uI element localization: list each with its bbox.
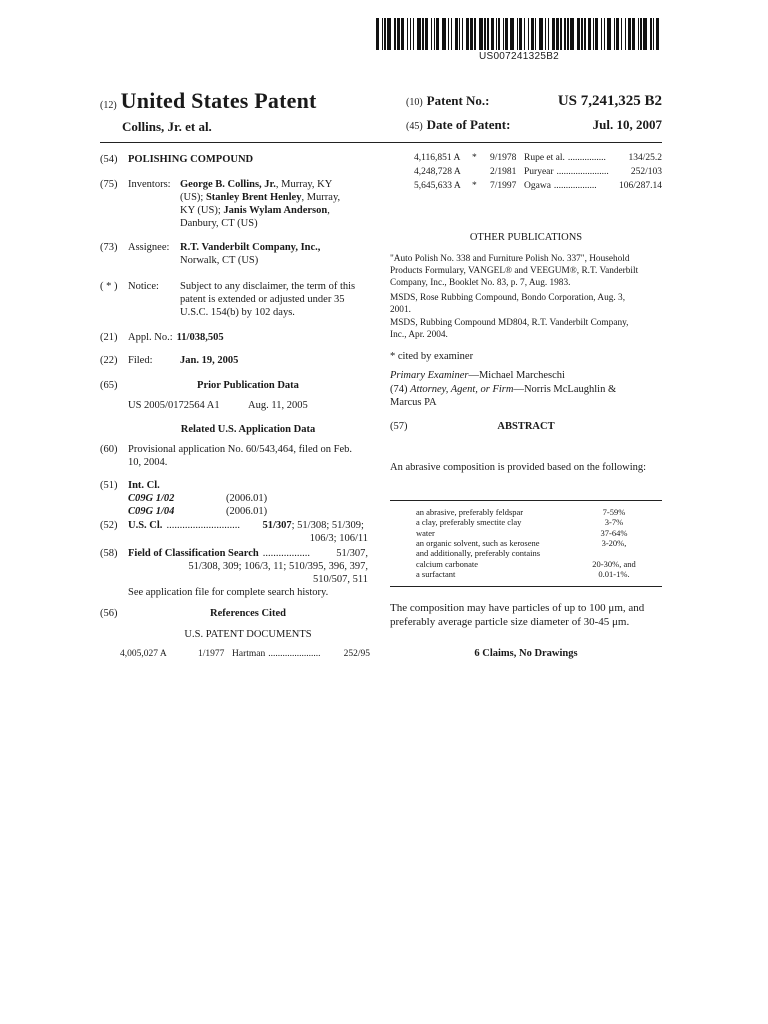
us-cl-label: U.S. Cl. bbox=[128, 520, 163, 531]
field-search-label: Field of Classification Search bbox=[128, 548, 259, 559]
field-code: (58) bbox=[100, 548, 118, 559]
assignee-label: Assignee: bbox=[128, 242, 170, 253]
leader-dots: ...................... bbox=[556, 167, 609, 177]
component: calcium carbonate bbox=[416, 558, 479, 569]
abstract-line: preferably average particle size diameter of 30-45 μm. bbox=[390, 615, 630, 628]
barcode-bar bbox=[510, 18, 514, 50]
barcode-bar bbox=[628, 18, 631, 50]
refs-subheading: U.S. PATENT DOCUMENTS bbox=[184, 629, 312, 640]
percent-range: 0.01-1%. bbox=[598, 569, 630, 580]
table-row bbox=[390, 538, 662, 548]
table-row bbox=[390, 548, 662, 558]
inventors-line: KY (US); Janis Wylam Anderson, bbox=[180, 205, 330, 217]
percent-range: 37-64% bbox=[600, 527, 628, 538]
ref-star: * bbox=[472, 153, 477, 163]
ref-name: Rupe et al. bbox=[524, 153, 565, 163]
component: and additionally, preferably contains bbox=[416, 548, 541, 559]
header-divider bbox=[100, 142, 662, 143]
primary-examiner-label: Primary Examiner bbox=[390, 370, 469, 381]
ref-number: 4,248,728 A bbox=[414, 167, 461, 177]
us-cl-secondary: ; 51/308; 51/309; bbox=[291, 520, 364, 531]
abstract-line: The composition may have particles of up to 100 μm, and bbox=[390, 602, 645, 614]
pub-line: Inc., Apr. 2004. bbox=[390, 330, 448, 341]
ref-date: 9/1978 bbox=[490, 153, 517, 163]
barcode-bar bbox=[621, 18, 622, 50]
barcode-bar bbox=[616, 18, 619, 50]
ref-star bbox=[472, 167, 490, 179]
ref-number: 5,645,633 A bbox=[414, 181, 461, 191]
component: water bbox=[416, 527, 435, 538]
field-code: (74) bbox=[390, 384, 408, 395]
ref-star: * bbox=[472, 181, 477, 191]
barcode-bar bbox=[491, 18, 494, 50]
barcode-bar bbox=[524, 18, 525, 50]
ref-date: 7/1997 bbox=[490, 181, 517, 191]
int-cl-field bbox=[100, 479, 368, 518]
barcode-bar bbox=[474, 18, 475, 50]
composition-table bbox=[390, 500, 662, 587]
barcode-bar bbox=[434, 18, 435, 50]
barcode-bar bbox=[601, 18, 602, 50]
assignee-location: Norwalk, CT (US) bbox=[180, 255, 259, 267]
document-type-title: United States Patent bbox=[120, 88, 317, 113]
field-code: (56) bbox=[100, 608, 118, 619]
barcode-bar bbox=[387, 18, 391, 50]
related-line: Provisional application No. 60/543,464, filed on Feb. bbox=[128, 444, 352, 455]
ref-date: 2/1981 bbox=[490, 167, 517, 177]
abstract-heading-row bbox=[390, 420, 662, 433]
reference-row bbox=[120, 649, 370, 661]
barcode-bar bbox=[638, 18, 639, 50]
barcode-bar bbox=[407, 18, 408, 50]
barcode-bar bbox=[567, 18, 568, 50]
barcode-bar bbox=[556, 18, 559, 50]
barcode-bar bbox=[535, 18, 536, 50]
ref-number: 4,005,027 A bbox=[120, 649, 167, 659]
percent-range: 3-20%, bbox=[601, 538, 627, 549]
barcode-bar bbox=[410, 18, 411, 50]
search-history-note bbox=[128, 586, 368, 599]
barcode-bar bbox=[451, 18, 452, 50]
component: a surfactant bbox=[416, 569, 456, 580]
refs-heading: References Cited bbox=[210, 608, 286, 619]
header-left bbox=[100, 87, 317, 135]
ref-date: 1/1977 bbox=[198, 649, 225, 659]
code-12: (12) bbox=[100, 100, 117, 111]
int-cl-class: C09G 1/02 bbox=[128, 493, 175, 505]
barcode-bar bbox=[653, 18, 654, 50]
notice-line: Subject to any disclaimer, the term of this bbox=[180, 281, 356, 292]
other-pub-item bbox=[390, 253, 662, 289]
assignee-name: R.T. Vanderbilt Company, Inc., bbox=[180, 242, 321, 253]
barcode-bar bbox=[505, 18, 508, 50]
barcode-bar bbox=[614, 18, 615, 50]
barcode-bar bbox=[584, 18, 585, 50]
table-row bbox=[390, 507, 662, 517]
prior-pub-heading: Prior Publication Data bbox=[197, 380, 299, 391]
percent-range: 7-59% bbox=[602, 507, 626, 517]
int-cl-version: (2006.01) bbox=[226, 493, 268, 505]
filed-field bbox=[100, 354, 368, 367]
pub-line: MSDS, Rose Rubbing Compound, Bondo Corporation, Aug. 3, bbox=[390, 293, 626, 303]
field-code: (21) bbox=[100, 332, 118, 343]
notice-label: Notice: bbox=[128, 281, 159, 292]
barcode-bar bbox=[581, 18, 582, 50]
barcode-bar bbox=[588, 18, 591, 50]
barcode-bar bbox=[593, 18, 594, 50]
refs-field bbox=[100, 607, 368, 620]
other-pub-item bbox=[390, 317, 662, 341]
table-row bbox=[390, 517, 662, 527]
field-search-value: 51/307, bbox=[336, 548, 368, 559]
attorney-label: Attorney, Agent, or Firm bbox=[410, 384, 514, 395]
appl-label: Appl. No.: bbox=[128, 332, 173, 343]
barcode-bar bbox=[650, 18, 651, 50]
ref-name: Hartman bbox=[232, 649, 266, 659]
code-45: (45) bbox=[406, 120, 423, 132]
barcode-bar bbox=[643, 18, 647, 50]
patent-no-label: Patent No.: bbox=[426, 93, 490, 108]
abstract-intro: An abrasive composition is provided based on the following: bbox=[390, 462, 647, 473]
barcode-bar bbox=[422, 18, 423, 50]
leader-dots: ................ bbox=[567, 153, 606, 163]
inventors-list bbox=[180, 178, 368, 231]
ref-class: 252/95 bbox=[343, 649, 370, 659]
barcode-bar bbox=[552, 18, 555, 50]
reference-row bbox=[414, 153, 662, 165]
ref-class: 252/103 bbox=[630, 167, 662, 177]
component: an abrasive, preferably feldspar bbox=[416, 507, 524, 517]
inventors-field bbox=[100, 178, 368, 231]
component: a clay, preferably smectite clay bbox=[416, 517, 522, 528]
barcode-bar bbox=[448, 18, 449, 50]
ref-number: 4,116,851 A bbox=[414, 153, 461, 163]
barcode-bar bbox=[570, 18, 574, 50]
percent-range: 3-7% bbox=[604, 517, 624, 528]
barcode-bar bbox=[382, 18, 383, 50]
ref-name: Puryear bbox=[524, 167, 554, 177]
field-code: (54) bbox=[100, 154, 118, 165]
barcode-bar bbox=[595, 18, 598, 50]
notice-line: U.S.C. 154(b) by 102 days. bbox=[180, 307, 295, 319]
claims-summary: 6 Claims, No Drawings bbox=[474, 648, 578, 659]
code-10: (10) bbox=[406, 97, 423, 108]
us-cl-field bbox=[100, 519, 368, 545]
attorney-name: —Norris McLaughlin & bbox=[513, 384, 617, 395]
notice-field bbox=[100, 280, 368, 319]
date-label: Date of Patent: bbox=[426, 116, 511, 132]
field-code: (57) bbox=[390, 421, 408, 432]
related-heading: Related U.S. Application Data bbox=[180, 424, 316, 435]
title-field bbox=[100, 153, 368, 166]
barcode-bar bbox=[519, 18, 522, 50]
search-history-text: See application file for complete search history. bbox=[128, 587, 329, 598]
patent-number: US 7,241,325 B2 bbox=[557, 93, 662, 109]
barcode-bar bbox=[376, 18, 379, 50]
leader-dots: ...................... bbox=[268, 649, 321, 659]
barcode-bar bbox=[539, 18, 543, 50]
pub-line: MSDS, Rubbing Compound MD804, R.T. Vanderbilt Company, bbox=[390, 318, 629, 328]
field-code: (52) bbox=[100, 520, 118, 531]
int-cl-class: C09G 1/04 bbox=[128, 506, 175, 518]
primary-examiner-name: —Michael Marcheschi bbox=[468, 370, 565, 381]
abstract-closing bbox=[390, 602, 662, 630]
field-search-line: 510/507, 511 bbox=[312, 574, 368, 586]
inventors-line: Danbury, CT (US) bbox=[180, 218, 258, 230]
int-cl-entry bbox=[128, 505, 368, 518]
barcode-bar bbox=[442, 18, 446, 50]
component: an organic solvent, such as kerosene bbox=[416, 538, 540, 549]
barcode-bar bbox=[425, 18, 428, 50]
reference-row bbox=[414, 181, 662, 193]
barcode-bar bbox=[640, 18, 641, 50]
barcode-bar bbox=[564, 18, 565, 50]
field-code: (51) bbox=[100, 480, 118, 491]
header-right bbox=[406, 92, 662, 133]
related-heading-row bbox=[128, 423, 368, 436]
related-field bbox=[100, 443, 368, 469]
barcode-bar bbox=[607, 18, 611, 50]
field-code: ( * ) bbox=[100, 281, 118, 292]
barcode-bar bbox=[459, 18, 460, 50]
ref-star bbox=[180, 649, 198, 661]
barcode-bar bbox=[436, 18, 439, 50]
percent-range: 20-30%, and bbox=[592, 558, 636, 569]
authors: Collins, Jr. et al. bbox=[122, 118, 212, 134]
reference-row bbox=[414, 167, 662, 179]
barcode-bar bbox=[384, 18, 385, 50]
other-pub-item bbox=[390, 292, 662, 316]
barcode-bar bbox=[577, 18, 580, 50]
barcode-bar bbox=[413, 18, 414, 50]
other-pubs-heading: OTHER PUBLICATIONS bbox=[469, 232, 583, 243]
int-cl-version: (2006.01) bbox=[226, 506, 268, 518]
barcode-bar bbox=[397, 18, 400, 50]
ref-name: Ogawa bbox=[524, 181, 551, 191]
barcode-bar bbox=[656, 18, 659, 50]
pub-line: 2001. bbox=[390, 305, 411, 316]
barcode-bar bbox=[417, 18, 421, 50]
barcode-bar bbox=[470, 18, 473, 50]
barcode-bar bbox=[531, 18, 534, 50]
leader-dots: .................. bbox=[262, 548, 311, 559]
notice-line: patent is extended or adjusted under 35 bbox=[180, 294, 345, 306]
barcode-bar bbox=[462, 18, 463, 50]
cited-by-examiner: * cited by examiner bbox=[390, 351, 474, 362]
barcode bbox=[376, 18, 662, 50]
prior-pub-date: Aug. 11, 2005 bbox=[248, 400, 308, 411]
barcode-bar bbox=[503, 18, 504, 50]
filed-label: Filed: bbox=[128, 355, 153, 366]
barcode-bar bbox=[632, 18, 635, 50]
pub-line: "Auto Polish No. 338 and Furniture Polish No. 337", Household bbox=[390, 254, 630, 264]
barcode-bar bbox=[528, 18, 529, 50]
barcode-bar bbox=[487, 18, 488, 50]
barcode-bar bbox=[545, 18, 546, 50]
primary-examiner bbox=[390, 369, 662, 382]
leader-dots: ............................ bbox=[166, 520, 240, 531]
appl-number: 11/038,505 bbox=[176, 332, 224, 343]
percent-range bbox=[566, 548, 662, 558]
prior-pub-entry bbox=[128, 399, 368, 412]
barcode-bar bbox=[394, 18, 395, 50]
prior-pub-field bbox=[100, 379, 368, 392]
assignee-field bbox=[100, 241, 368, 267]
pub-line: Products Formulary, VANGEL® and VEEGUM®, R.T. Vanderbilt bbox=[390, 266, 639, 277]
invention-title: POLISHING COMPOUND bbox=[128, 154, 254, 165]
int-cl-label: Int. Cl. bbox=[128, 480, 160, 491]
table-row bbox=[390, 559, 662, 569]
table-row bbox=[390, 569, 662, 579]
inventors-line: George B. Collins, Jr., Murray, KY bbox=[180, 179, 333, 190]
field-code: (22) bbox=[100, 355, 118, 366]
field-code: (75) bbox=[100, 179, 118, 190]
refs-subheading-row bbox=[128, 628, 368, 641]
field-search-line: 51/308, 309; 106/3, 11; 510/395, 396, 397, bbox=[188, 561, 368, 573]
barcode-bar bbox=[455, 18, 458, 50]
barcode-bar bbox=[431, 18, 432, 50]
field-code: (65) bbox=[100, 380, 118, 391]
leader-dots: .................. bbox=[553, 181, 597, 191]
barcode-bar bbox=[496, 18, 497, 50]
barcode-number: US007241325B2 bbox=[478, 51, 560, 62]
inventors-label: Inventors: bbox=[128, 179, 171, 190]
related-line: 10, 2004. bbox=[128, 457, 168, 469]
patent-date: Jul. 10, 2007 bbox=[592, 116, 662, 132]
barcode-bar bbox=[625, 18, 626, 50]
barcode-bar bbox=[401, 18, 404, 50]
ref-class: 106/287.14 bbox=[618, 181, 662, 191]
attorney-name-continued: Marcus PA bbox=[390, 397, 437, 409]
field-search-field bbox=[100, 547, 368, 586]
int-cl-entry bbox=[128, 492, 368, 505]
attorney bbox=[390, 383, 662, 409]
field-code: (73) bbox=[100, 242, 118, 253]
barcode-bar bbox=[479, 18, 483, 50]
filed-date: Jan. 19, 2005 bbox=[180, 355, 239, 366]
ref-class: 134/25.2 bbox=[628, 153, 662, 163]
field-code: (60) bbox=[100, 444, 118, 455]
pub-line: Company, Inc., Booklet No. 83, p. 7, Aug. 1983. bbox=[390, 278, 571, 289]
abstract-heading: ABSTRACT bbox=[497, 421, 555, 432]
barcode-bar bbox=[548, 18, 549, 50]
barcode-bar bbox=[466, 18, 469, 50]
barcode-bar bbox=[517, 18, 518, 50]
barcode-bar bbox=[498, 18, 499, 50]
inventors-line: (US); Stanley Brent Henley, Murray, bbox=[180, 192, 341, 204]
barcode-bar bbox=[604, 18, 605, 50]
prior-pub-number: US 2005/0172564 A1 bbox=[128, 400, 220, 411]
table-row bbox=[390, 528, 662, 538]
appl-field bbox=[100, 331, 368, 344]
barcode-bar bbox=[484, 18, 485, 50]
us-cl-line2: 106/3; 106/11 bbox=[309, 533, 368, 545]
barcode-bar bbox=[560, 18, 561, 50]
us-cl-primary: 51/307 bbox=[262, 520, 292, 531]
